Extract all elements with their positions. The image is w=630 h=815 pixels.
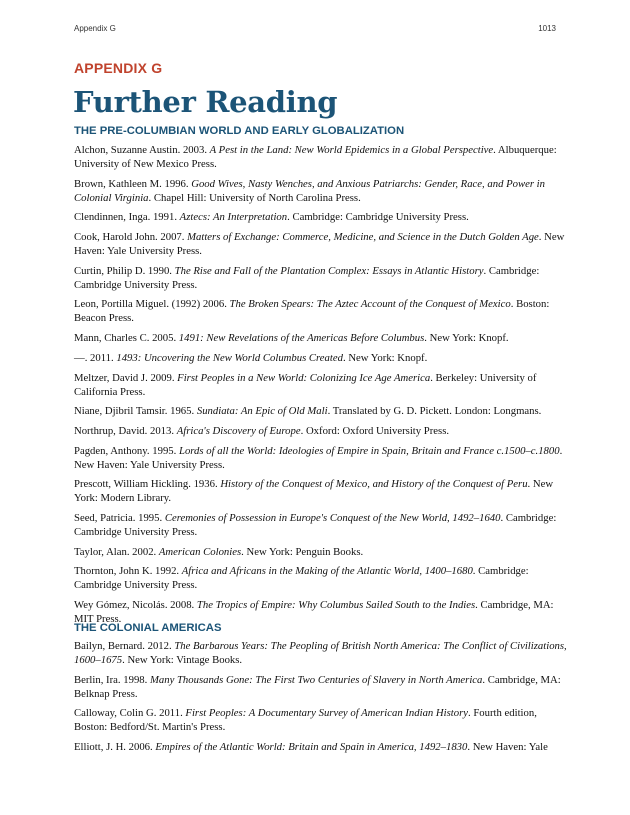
reference-author-year: —. 2011. (74, 351, 117, 364)
reference-publisher: . New (527, 478, 554, 491)
reference-author-year: Leon, Portilla Miguel. (1992) 2006. (74, 298, 230, 311)
reference-publisher: Boston: Bedford/St. Martin's Press. (74, 721, 226, 734)
reference-publisher: Haven: Yale University Press. (74, 245, 202, 258)
reference-entry (74, 297, 556, 325)
reference-publisher: . Cambridge: (472, 565, 529, 578)
reference-continuation (74, 687, 556, 701)
reference-publisher: . Fourth edition, (468, 707, 537, 720)
reference-author-year: Wey Gómez, Nicolás. 2008. (74, 599, 197, 611)
page-title: Further Reading (73, 85, 338, 119)
reference-title: American Colonies (158, 545, 242, 558)
reference-entry (74, 177, 556, 205)
reference-continuation (74, 278, 556, 292)
section-heading: THE COLONIAL AMERICAS (74, 622, 222, 634)
reference-title: Aztecs: An Interpretation (179, 211, 288, 224)
reference-entry (74, 639, 567, 667)
reference-author-year: Meltzer, David J. 2009. (74, 371, 178, 384)
reference-title: A Pest in the Land: New World Epidemics in a Global Perspective (209, 144, 494, 156)
reference-publisher: . New York: Vintage Books. (122, 654, 243, 666)
reference-entry (74, 444, 563, 472)
reference-author-year: Curtin, Philip D. 1990. (74, 264, 175, 277)
reference-author-year: Elliott, J. H. 2006. (74, 741, 156, 754)
section-heading: THE PRE-COLUMBIAN WORLD AND EARLY GLOBALIZATION (74, 125, 405, 137)
reference-publisher: . New Haven: Yale (467, 741, 548, 754)
reference-publisher: . New (538, 231, 565, 244)
reference-title: History of the Conquest of Mexico, and History of the Conquest of Peru (220, 478, 528, 491)
reference-publisher: York: Modern Library. (74, 492, 172, 505)
reference-title: First Peoples in a New World: Colonizing Ice Age America (177, 371, 431, 384)
reference-title: The Rise and Fall of the Plantation Complex: Essays in Atlantic History (174, 264, 484, 277)
reference-publisher: . Cambridge: (483, 264, 540, 277)
reference-title: Sundiata: An Epic of Old Mali (196, 405, 328, 418)
reference-author-year: Pagden, Anthony. 1995. (74, 444, 179, 457)
reference-title: Lords of all the World: Ideologies of Empire in Spain, Britain and France c.1500–c.1800 (179, 444, 560, 457)
reference-title: The Barbarous Years: The Peopling of British North America: The Conflict of Civilizations, (174, 640, 567, 652)
reference-publisher: . New York: Knopf. (342, 351, 428, 364)
reference-entry (74, 210, 556, 224)
reference-continuation (74, 458, 556, 472)
reference-publisher: Cambridge University Press. (74, 525, 198, 538)
reference-author-year: Alchon, Suzanne Austin. 2003. (74, 144, 210, 156)
reference-entry (74, 673, 561, 701)
reference-author-year: Calloway, Colin G. 2011. (74, 707, 186, 720)
reference-title: 1600–1675 (74, 654, 123, 666)
reference-publisher: MIT Press. (74, 613, 122, 625)
reference-entry (74, 545, 556, 559)
reference-continuation (74, 385, 556, 399)
reference-continuation (74, 311, 556, 325)
reference-publisher: Cambridge University Press. (74, 278, 198, 291)
reference-publisher: . Albuquerque: (493, 144, 557, 156)
reference-continuation (74, 578, 556, 592)
reference-entry (74, 264, 556, 292)
reference-title: First Peoples: A Documentary Survey of American Indian History (185, 707, 468, 720)
page-number: 1013 (538, 24, 556, 33)
reference-title: The Broken Spears: The Aztec Account of the Conquest of Mexico (229, 298, 511, 311)
reference-title: Colonial Virginia (74, 191, 149, 204)
reference-entry (74, 477, 556, 505)
reference-publisher: Belknap Press. (74, 687, 138, 700)
reference-author-year: Brown, Kathleen M. 1996. (74, 177, 192, 190)
reference-entry (74, 511, 556, 539)
reference-continuation (74, 191, 556, 205)
reference-continuation (74, 491, 556, 505)
reference-title: Matters of Exchange: Commerce, Medicine, and Science in the Dutch Golden Age (187, 231, 539, 244)
reference-author-year: Prescott, William Hickling. 1936. (74, 478, 221, 491)
reference-publisher: . Cambridge: (500, 511, 557, 524)
reference-author-year: Clendinnen, Inga. 1991. (74, 211, 180, 224)
reference-title: Good Wives, Nasty Wenches, and Anxious Patriarchs: Gender, Race, and Power in (191, 177, 545, 190)
reference-author-year: Berlin, Ira. 1998. (74, 673, 150, 686)
reference-author-year: Cook, Harold John. 2007. (74, 231, 188, 244)
reference-publisher: . Cambridge, MA: (475, 599, 554, 611)
reference-publisher: University of New Mexico Press. (74, 158, 217, 170)
reference-continuation (74, 720, 556, 734)
reference-author-year: Mann, Charles C. 2005. (74, 332, 179, 345)
reference-author-year: Northrup, David. 2013. (74, 424, 177, 437)
reference-author-year: Niane, Djibril Tamsir. 1965. (74, 405, 197, 418)
reference-continuation (74, 244, 556, 258)
appendix-label: APPENDIX G (74, 60, 163, 76)
reference-title: Ceremonies of Possession in Europe's Conquest of the New World, 1492–1640 (164, 511, 501, 524)
reference-title: The Tropics of Empire: Why Columbus Sailed South to the Indies (196, 599, 476, 611)
reference-continuation (74, 653, 556, 667)
reference-publisher: California Press. (74, 385, 146, 398)
reference-entry (74, 564, 556, 592)
reference-continuation (74, 525, 556, 539)
reference-title: Africa and Africans in the Making of the Atlantic World, 1400–1680 (181, 565, 473, 578)
reference-entry (74, 706, 556, 734)
reference-list (74, 143, 565, 632)
reference-entry (74, 230, 565, 258)
reference-publisher: . Cambridge: Cambridge University Press. (287, 211, 469, 224)
reference-entry (74, 371, 556, 399)
running-header-section: Appendix G (74, 24, 116, 33)
reference-publisher: . Cambridge, MA: (482, 673, 561, 686)
reference-title: 1491: New Revelations of the Americas Before Columbus (178, 332, 425, 345)
reference-publisher: New Haven: Yale University Press. (74, 458, 225, 471)
reference-author-year: Seed, Patricia. 1995. (74, 511, 165, 524)
reference-publisher: . Boston: (510, 298, 550, 311)
reference-title: Africa's Discovery of Europe (176, 424, 301, 437)
reference-publisher: . Chapel Hill: University of North Carolina Press. (148, 191, 361, 204)
reference-entry (74, 740, 556, 754)
reference-publisher: Beacon Press. (74, 312, 134, 325)
reference-title: 1493: Uncovering the New World Columbus Created (116, 351, 343, 364)
reference-entry (74, 351, 556, 365)
reference-publisher: . (559, 444, 563, 457)
reference-author-year: Thornton, John K. 1992. (74, 565, 182, 578)
reference-list (74, 639, 567, 760)
reference-entry (74, 404, 556, 418)
reference-entry (74, 424, 556, 438)
reference-publisher: . Oxford: Oxford University Press. (300, 424, 450, 437)
reference-publisher: Cambridge University Press. (74, 579, 198, 592)
reference-author-year: Bailyn, Bernard. 2012. (74, 640, 175, 652)
reference-entry (74, 143, 556, 171)
reference-publisher: . New York: Penguin Books. (241, 545, 364, 558)
reference-continuation (74, 157, 556, 171)
reference-publisher: . Berkeley: University of (430, 371, 537, 384)
reference-publisher: . New York: Knopf. (424, 332, 509, 345)
reference-publisher: . Translated by G. D. Pickett. London: Longmans. (327, 405, 542, 418)
reference-author-year: Taylor, Alan. 2002. (74, 545, 159, 558)
reference-entry (74, 331, 556, 345)
reference-title: Empires of the Atlantic World: Britain and Spain in America, 1492–1830 (155, 741, 468, 754)
reference-title: Many Thousands Gone: The First Two Centuries of Slavery in North America (149, 673, 483, 686)
